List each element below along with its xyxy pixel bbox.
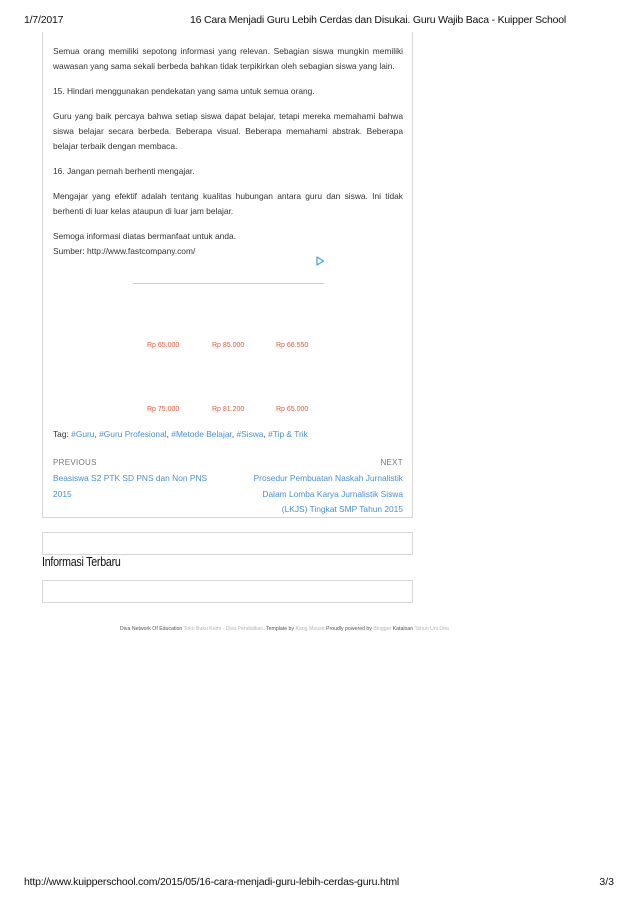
ad-price[interactable]: Rp 85.000: [212, 342, 245, 349]
footer-translated-text: Kataloan: [392, 626, 414, 632]
previous-post-title-line: 2015: [53, 488, 72, 499]
advertisement[interactable]: [133, 256, 324, 416]
tag-link-guru-profesional[interactable]: #Guru Profesional: [99, 429, 167, 439]
footer-template-text: Template by: [266, 626, 294, 632]
footer-site-name: Diva Network Of Education: [120, 626, 183, 632]
footer-powered-link[interactable]: Blogger: [373, 626, 392, 632]
article-heading-15: 15. Hindari menggunakan pendekatan yang sama untuk semua orang.: [53, 86, 315, 96]
tag-label: Tag:: [53, 429, 69, 439]
tag-link-metode-belajar[interactable]: #Metode Belajar: [171, 429, 232, 439]
next-post-link[interactable]: [233, 471, 403, 518]
section-title: Informasi Terbaru: [42, 554, 121, 569]
tag-list: Tag: #Guru, #Guru Profesional, #Metode Belajar, #Siswa, #Tip & Trik: [53, 429, 308, 439]
print-date: 1/7/2017: [24, 14, 64, 26]
next-label: NEXT: [380, 458, 403, 467]
article-paragraph: Mengajar yang efektif adalah tentang kualitas hubungan antara guru dan siswa. Ini tidak berhenti di luar kelas ataupun di luar jam belajar.: [53, 191, 403, 216]
print-header: [24, 14, 614, 28]
ad-price[interactable]: Rp 66.550: [276, 342, 309, 349]
footer-template-link[interactable]: Kang Mousir: [295, 626, 325, 632]
comment-box: [42, 532, 413, 555]
footer-site-link[interactable]: Toko Buku Kami - Diva Pendidikan: [183, 626, 264, 632]
previous-post-link[interactable]: [53, 471, 233, 502]
adchoices-play-icon[interactable]: [315, 256, 325, 266]
ad-price[interactable]: Rp 65.000: [147, 342, 180, 349]
footer-credit: Diva Network Of Education Toko Buku Kami - Diva Pendidikan. Template by Kang Mousir Proudly powered by Blogger Kataloan Tahun Uni Dea: [120, 626, 449, 632]
next-post-title-line: (LKJS) Tingkat SMP Tahun 2015: [281, 504, 403, 514]
article-body: [53, 44, 403, 259]
article-heading-16: 16. Jangan pernah berhenti mengajar.: [53, 166, 195, 176]
footer-powered-text: Proudly powered by: [326, 626, 372, 632]
article-source: Sumber: http://www.fastcompany.com/: [53, 246, 196, 256]
next-post-title-line: Prosedur Pembuatan Naskah Jurnalistik: [253, 473, 403, 483]
print-page-title: 16 Cara Menjadi Guru Lebih Cerdas dan Disukai. Guru Wajib Baca - Kuipper School: [190, 14, 567, 26]
ad-divider: [133, 283, 324, 284]
footer-translated-link[interactable]: Tahun Uni Dea: [414, 626, 449, 632]
ad-price[interactable]: Rp 75.000: [147, 406, 180, 413]
previous-post-title-line: Beasiswa S2 PTK SD PNS dan Non PNS: [53, 473, 208, 483]
ad-price[interactable]: Rp 65.000: [276, 406, 309, 413]
tag-link-tip-trik[interactable]: #Tip & Trik: [268, 429, 308, 439]
print-url: http://www.kuipperschool.com/2015/05/16-cara-menjadi-guru-lebih-cerdas-guru.html: [24, 876, 400, 888]
print-page-number: 3/3: [599, 876, 614, 888]
ad-price[interactable]: Rp 81.200: [212, 406, 245, 413]
next-post-title-line: Dalam Lomba Karya Jurnalistik Siswa: [262, 488, 403, 499]
print-footer: [24, 876, 614, 890]
previous-label: PREVIOUS: [53, 458, 97, 467]
article-paragraph: Semua orang memiliki sepotong informasi yang relevan. Sebagian siswa mungkin memiliki wawasan yang sama sekali berbeda bahkan tidak terpikirkan oleh sebagian siswa yang lain.: [53, 46, 403, 71]
article-closing: Semoga informasi diatas bermanfaat untuk anda.: [53, 231, 236, 241]
article-paragraph: Guru yang baik percaya bahwa setiap siswa dapat belajar, tetapi mereka memahami bahwa siswa belajar secara berbeda. Beberapa visual. Beberapa memahami abstrak. Beberapa belajar terbaik dengan membaca.: [53, 111, 403, 151]
latest-info-box: [42, 580, 413, 603]
tag-link-guru[interactable]: #Guru: [71, 429, 95, 439]
tag-link-siswa[interactable]: #Siswa: [236, 429, 264, 439]
